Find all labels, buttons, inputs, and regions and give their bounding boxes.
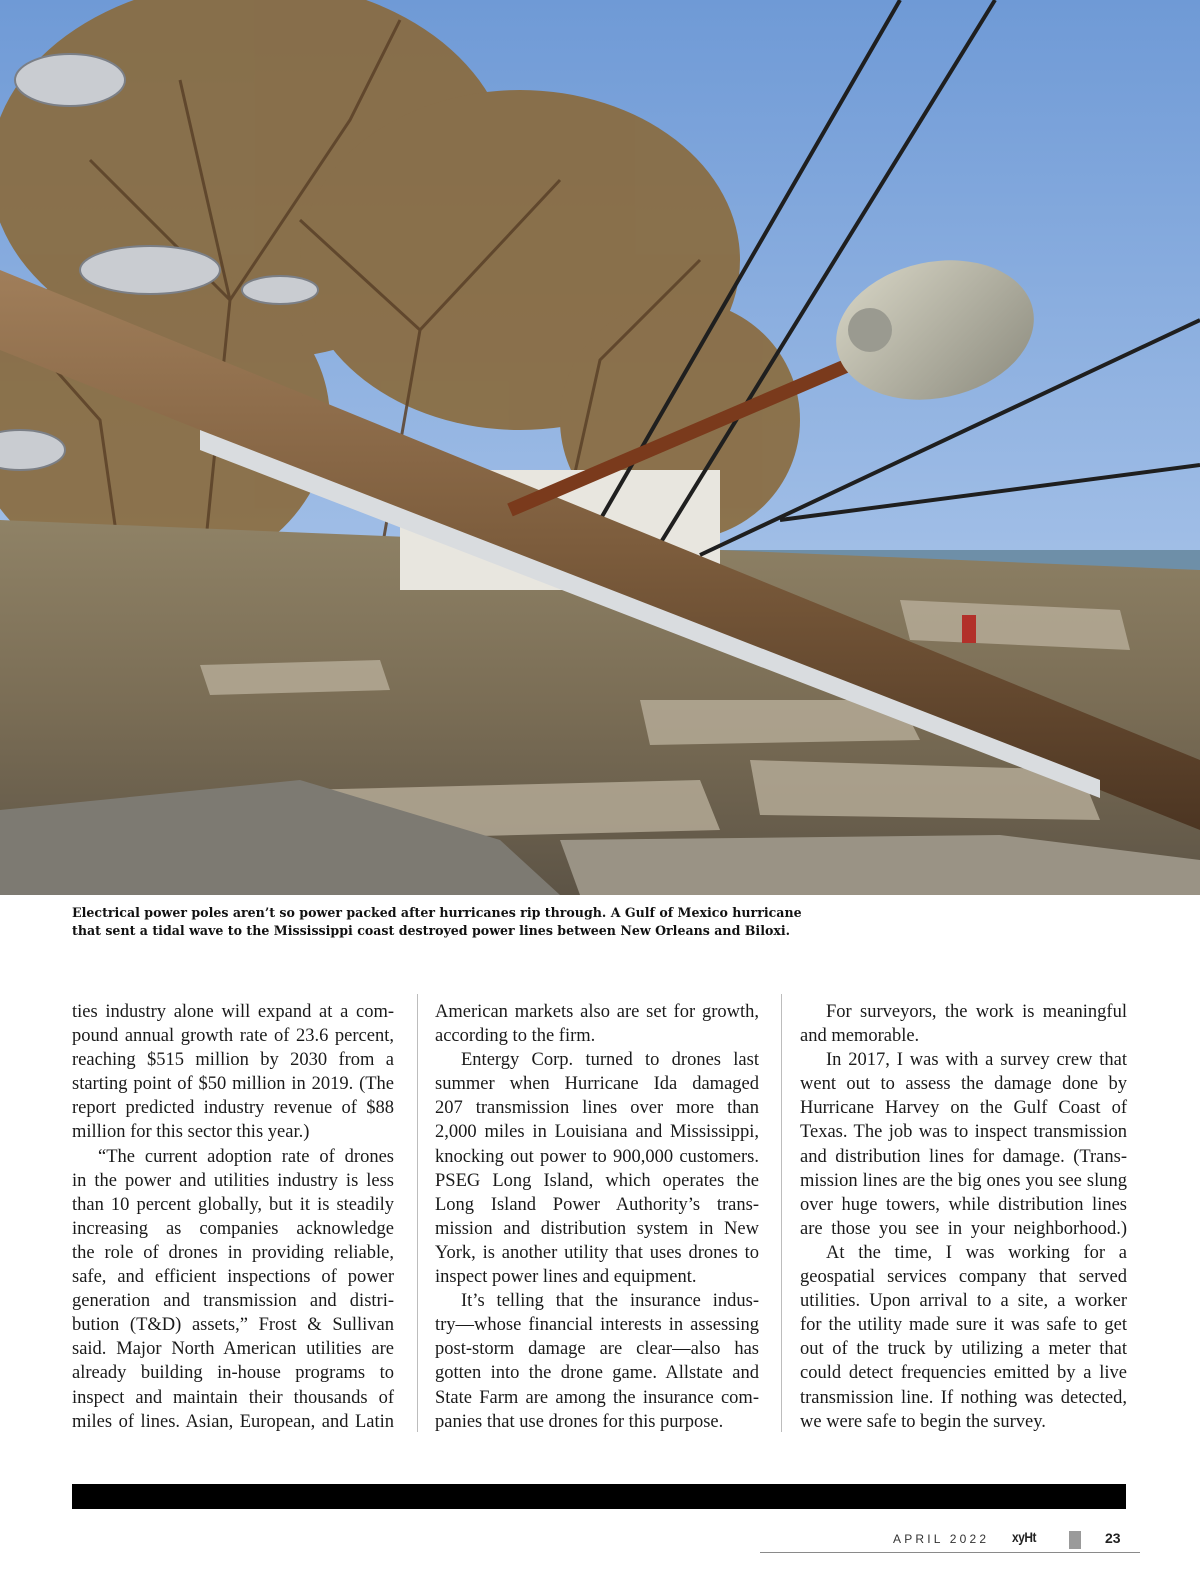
text-line: according to the firm. xyxy=(435,1026,596,1047)
text-line: report predicted industry revenue of $88 xyxy=(72,1098,394,1119)
text-line: miles of lines. Asian, European, and Latin xyxy=(72,1411,394,1432)
text-line: said. Major North American utilities are xyxy=(72,1339,394,1360)
column-divider xyxy=(417,994,418,1432)
text-line: try—whose financial interests in assessing xyxy=(435,1315,759,1336)
text-line: knocking out power to 900,000 customers. xyxy=(435,1146,759,1167)
text-line: York, is another utility that uses drones to xyxy=(435,1242,759,1263)
text-line: PSEG Long Island, which operates the xyxy=(435,1170,759,1191)
text-line: are those you see in your neighborhood.) xyxy=(800,1218,1127,1239)
article-column-1 xyxy=(72,1000,394,1434)
text-line: in the power and utilities industry is less xyxy=(72,1170,394,1191)
article-column-3 xyxy=(800,1000,1127,1434)
magazine-logo: xyHt xyxy=(1012,1529,1037,1545)
footer-black-bar xyxy=(72,1484,1126,1509)
text-line: million for this sector this year.) xyxy=(72,1122,310,1143)
text-line: 2,000 miles in Louisiana and Mississippi, xyxy=(435,1122,759,1143)
issue-date: APRIL 2022 xyxy=(893,1532,990,1546)
caption-line: Electrical power poles aren’t so power packed after hurricanes rip through. A Gulf of Mexico hurricane xyxy=(72,905,802,920)
text-line: Texas. The job was to inspect transmission xyxy=(800,1122,1127,1143)
text-line: It’s telling that the insurance indus- xyxy=(461,1291,759,1312)
text-line: Entergy Corp. turned to drones last xyxy=(461,1050,759,1071)
text-line: panies that use drones for this purpose. xyxy=(435,1411,724,1432)
text-line: could detect frequencies emitted by a live xyxy=(800,1363,1127,1384)
text-line: than 10 percent globally, but it is steadily xyxy=(72,1194,394,1215)
text-line: the role of drones in providing reliable, xyxy=(72,1242,394,1263)
text-line: At the time, I was working for a xyxy=(826,1242,1127,1263)
text-line: In 2017, I was with a survey crew that xyxy=(826,1050,1127,1071)
footer-separator-block xyxy=(1069,1531,1081,1549)
text-line: we were safe to begin the survey. xyxy=(800,1411,1046,1432)
footer-rule xyxy=(760,1552,1140,1553)
text-line: utilities. Upon arrival to a site, a worker xyxy=(800,1291,1127,1312)
text-line: increasing as companies acknowledge xyxy=(72,1218,394,1239)
text-line: inspect power lines and equipment. xyxy=(435,1267,697,1288)
text-line: gotten into the drone game. Allstate and xyxy=(435,1363,759,1384)
text-line: already building in-house programs to xyxy=(72,1363,394,1384)
page-number: 23 xyxy=(1105,1530,1121,1546)
text-line: and distribution lines for damage. (Trans- xyxy=(800,1146,1127,1167)
text-line: pound annual growth rate of 23.6 percent, xyxy=(72,1026,394,1047)
text-line: “The current adoption rate of drones xyxy=(98,1146,394,1167)
text-line: safe, and efficient inspections of power xyxy=(72,1267,394,1288)
text-line: ties industry alone will expand at a com- xyxy=(72,1002,394,1022)
text-line: went out to assess the damage done by xyxy=(800,1074,1127,1095)
text-line: bution (T&D) assets,” Frost & Sullivan xyxy=(72,1315,394,1336)
column-divider xyxy=(781,994,782,1432)
text-line: out of the truck by utilizing a meter that xyxy=(800,1339,1127,1360)
text-line: American markets also are set for growth, xyxy=(435,1002,759,1022)
text-line: Long Island Power Authority’s trans- xyxy=(435,1194,759,1215)
photo-caption xyxy=(72,904,832,940)
text-line: generation and transmission and distri- xyxy=(72,1291,394,1312)
text-line: for the utility made sure it was safe to get xyxy=(800,1315,1127,1336)
text-line: starting point of $50 million in 2019. (The xyxy=(72,1074,394,1095)
text-line: summer when Hurricane Ida damaged xyxy=(435,1074,759,1095)
text-line: For surveyors, the work is meaningful xyxy=(826,1002,1127,1022)
caption-line: that sent a tidal wave to the Mississippi coast destroyed power lines between New Orleans and Biloxi. xyxy=(72,923,791,938)
text-line: inspect and maintain their thousands of xyxy=(72,1387,394,1408)
text-line: post-storm damage are clear—also has xyxy=(435,1339,759,1360)
text-line: Hurricane Harvey on the Gulf Coast of xyxy=(800,1098,1127,1119)
text-line: mission lines are the big ones you see slung xyxy=(800,1170,1127,1191)
text-line: over huge towers, while distribution lines xyxy=(800,1194,1127,1215)
text-line: reaching $515 million by 2030 from a xyxy=(72,1050,394,1071)
text-line: 207 transmission lines over more than xyxy=(435,1098,759,1119)
text-line: mission and distribution system in New xyxy=(435,1218,759,1239)
text-line: State Farm are among the insurance com- xyxy=(435,1387,759,1408)
text-line: geospatial services company that served xyxy=(800,1267,1127,1288)
text-line: and memorable. xyxy=(800,1026,920,1047)
article-column-2 xyxy=(435,1000,759,1434)
text-line: transmission line. If nothing was detected, xyxy=(800,1387,1127,1408)
